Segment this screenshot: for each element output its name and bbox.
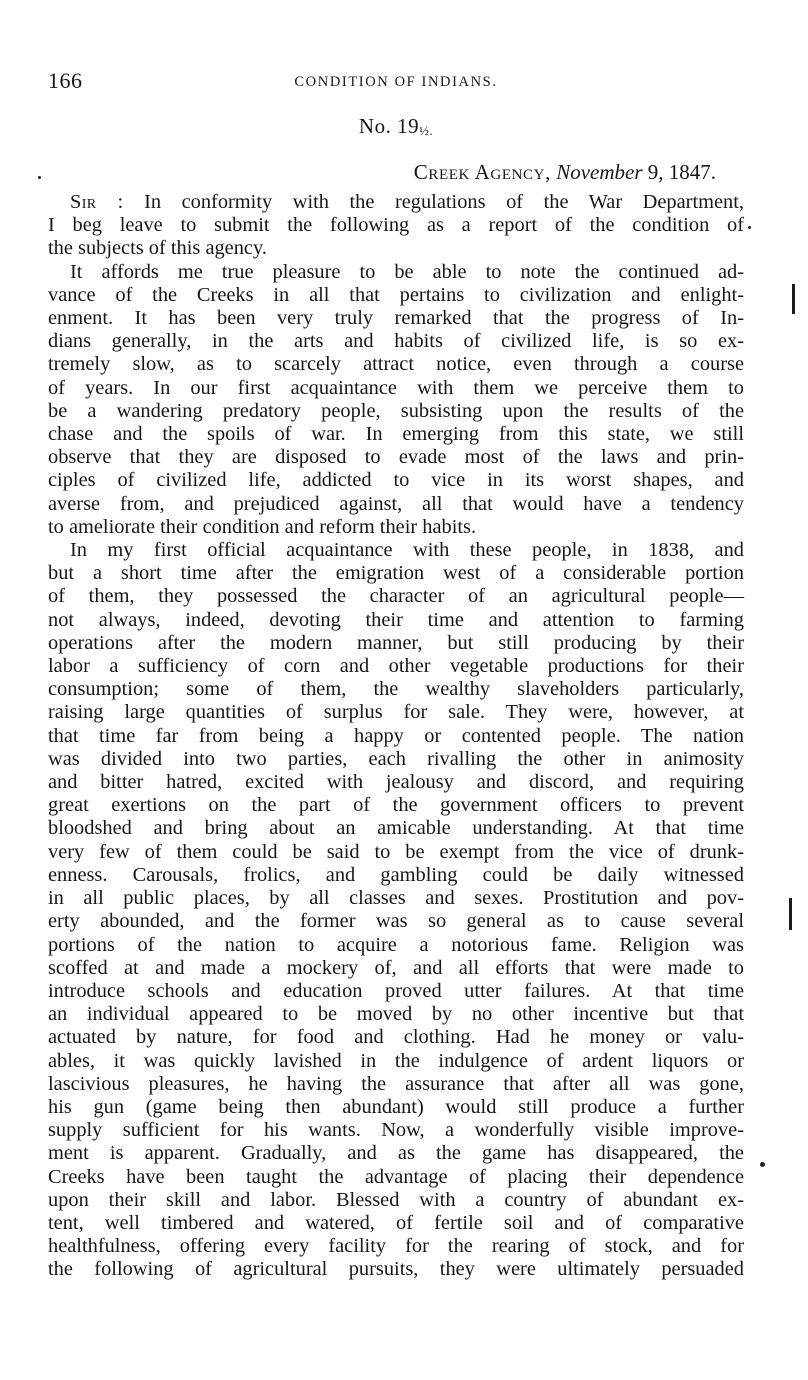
body-line: that time far from being a happy or contented people. The nation bbox=[48, 724, 744, 747]
running-head bbox=[48, 68, 744, 98]
body-line: great exertions on the part of the government officers to prevent bbox=[48, 794, 744, 817]
body-line: Creeks have been taught the advantage of placing their dependence bbox=[48, 1165, 744, 1188]
body-line: scoffed at and made a mockery of, and all efforts that were made to bbox=[48, 956, 744, 979]
paragraph-3 bbox=[48, 539, 744, 1282]
document-number-fraction: ½. bbox=[419, 123, 434, 138]
body-line: ciples of civilized life, addicted to vice in its worst shapes, and bbox=[48, 469, 744, 492]
body-line: healthfulness, offering every facility for the rearing of stock, and for bbox=[48, 1235, 744, 1258]
page-number: 166 bbox=[48, 68, 83, 93]
margin-dot bbox=[748, 226, 751, 229]
body-line: lascivious pleasures, he having the assurance that after all was gone, bbox=[48, 1072, 744, 1095]
body-line: the following of agricultural pursuits, they were ultimately persuaded bbox=[48, 1258, 744, 1281]
dateline-month: November bbox=[556, 160, 643, 184]
body-line: of years. In our first acquaintance with them we perceive them to bbox=[48, 376, 744, 399]
document-number bbox=[48, 114, 744, 139]
body-line: enness. Carousals, frolics, and gambling could be daily witnessed bbox=[48, 863, 744, 886]
dateline-place: Creek Agency, bbox=[413, 160, 551, 184]
body-line: in all public places, by all classes and sexes. Prostitution and pov- bbox=[48, 887, 744, 910]
body-line: tremely slow, as to scarcely attract notice, even through a course bbox=[48, 353, 744, 376]
body-line: supply sufficient for his wants. Now, a wonderfully visible improve- bbox=[48, 1119, 744, 1142]
body-line: consumption; some of them, the wealthy slaveholders particularly, bbox=[48, 678, 744, 701]
body-line: was divided into two parties, each rivalling the other in animosity bbox=[48, 747, 744, 770]
body-line: of them, they possessed the character of an agricultural people— bbox=[48, 585, 744, 608]
body-line: to ameliorate their condition and reform their habits. bbox=[48, 515, 477, 538]
body-line: In my first official acquaintance with these people, in 1838, and bbox=[70, 539, 744, 562]
body-line: be a wandering predatory people, subsisting upon the results of the bbox=[48, 399, 744, 422]
salutation: Sir : bbox=[70, 191, 124, 213]
body-line: an individual appeared to be moved by no other incentive but that bbox=[48, 1003, 744, 1026]
letter-body bbox=[48, 191, 744, 1282]
margin-dot bbox=[760, 1162, 765, 1167]
body-line: chase and the spoils of war. In emerging from this state, we still bbox=[48, 423, 744, 446]
body-line: bloodshed and bring about an amicable understanding. At that time bbox=[48, 817, 744, 840]
body-line: his gun (game being then abundant) would still produce a further bbox=[48, 1095, 744, 1118]
body-line: not always, indeed, devoting their time and attention to farming bbox=[48, 608, 744, 631]
margin-mark bbox=[789, 898, 792, 930]
body-line: portions of the nation to acquire a notorious fame. Religion was bbox=[48, 933, 744, 956]
body-line: ment is apparent. Gradually, and as the game has disappeared, the bbox=[48, 1142, 744, 1165]
body-line: and bitter hatred, excited with jealousy and discord, and requiring bbox=[48, 771, 744, 794]
body-line: dians generally, in the arts and habits of civilized life, is so ex- bbox=[48, 330, 744, 353]
body-line: averse from, and prejudiced against, all that would have a tendency bbox=[48, 492, 744, 515]
body-line: upon their skill and labor. Blessed with a country of abundant ex- bbox=[48, 1188, 744, 1211]
body-line: erty abounded, and the former was so general as to cause several bbox=[48, 910, 744, 933]
body-line: operations after the modern manner, but still producing by their bbox=[48, 631, 744, 654]
body-line: vance of the Creeks in all that pertains to civilization and enlight- bbox=[48, 283, 744, 306]
body-line: introduce schools and education proved utter failures. At that time bbox=[48, 979, 744, 1002]
body-line bbox=[48, 191, 744, 214]
body-line-text: In conformity with the regulations of the War Department, bbox=[144, 191, 744, 213]
body-line: very few of them could be said to be exempt from the vice of drunk- bbox=[48, 840, 744, 863]
dateline-day-year: 9, 1847. bbox=[647, 160, 716, 184]
body-line: I beg leave to submit the following as a report of the condition of bbox=[48, 214, 744, 237]
body-line: tent, well timbered and watered, of fertile soil and of comparative bbox=[48, 1211, 744, 1234]
document-number-text: No. 19 bbox=[358, 114, 420, 138]
body-line: It affords me true pleasure to be able to note the continued ad- bbox=[70, 260, 744, 283]
body-line: observe that they are disposed to evade most of the laws and prin- bbox=[48, 446, 744, 469]
dateline bbox=[414, 160, 716, 185]
margin-mark bbox=[792, 284, 795, 314]
running-title: CONDITION OF INDIANS. bbox=[294, 74, 498, 90]
body-line: but a short time after the emigration west of a considerable portion bbox=[48, 562, 744, 585]
body-line: ables, it was quickly lavished in the indulgence of ardent liquors or bbox=[48, 1049, 744, 1072]
body-line: the subjects of this agency. bbox=[48, 237, 267, 260]
body-line: labor a sufficiency of corn and other vegetable productions for their bbox=[48, 655, 744, 678]
body-line: actuated by nature, for food and clothing. Had he money or valu- bbox=[48, 1026, 744, 1049]
paragraph-1 bbox=[48, 191, 744, 261]
body-line: raising large quantities of surplus for sale. They were, however, at bbox=[48, 701, 744, 724]
body-line: enment. It has been very truly remarked that the progress of In- bbox=[48, 307, 744, 330]
paragraph-2 bbox=[48, 261, 744, 539]
margin-dot bbox=[38, 176, 41, 179]
